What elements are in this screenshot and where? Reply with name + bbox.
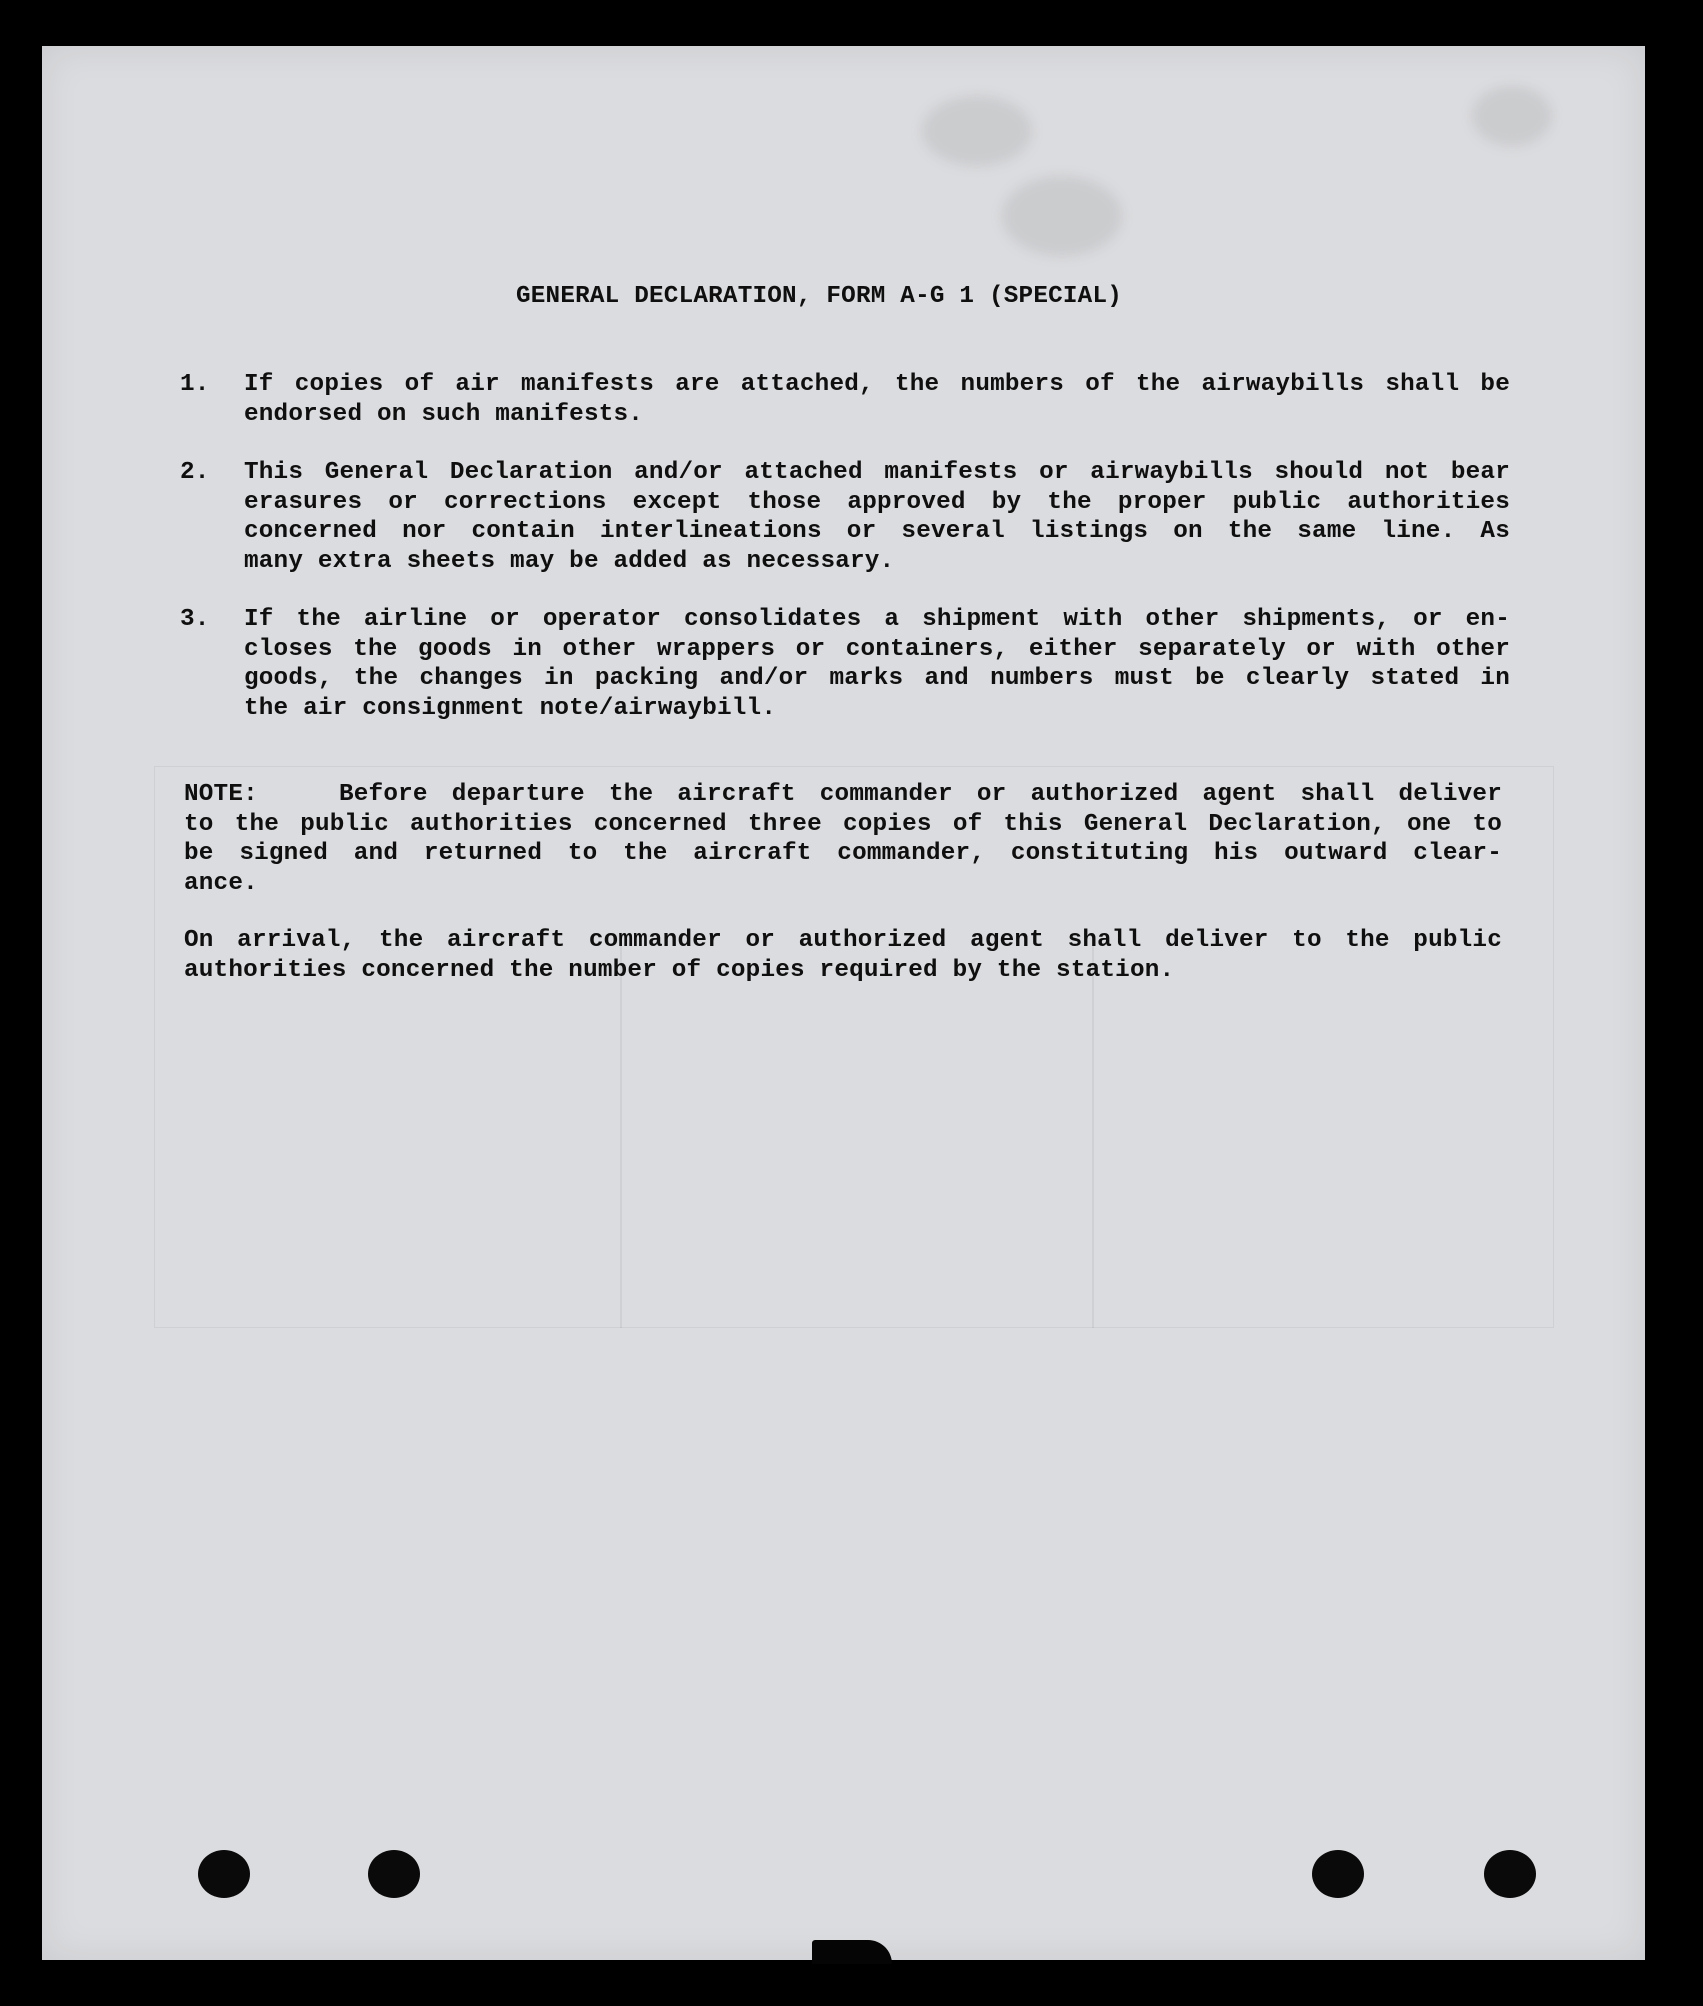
item-text xyxy=(244,605,1510,723)
text-line: closes the goods in other wrappers or containers, either separately or with other xyxy=(244,635,1510,663)
bleed-through-line xyxy=(1092,946,1094,1328)
item-text xyxy=(244,458,1510,576)
text-line: endorsed on such manifests. xyxy=(244,400,644,428)
text-line: ance. xyxy=(184,869,258,897)
text-line: On arrival, the aircraft commander or authorized agent shall deliver to the public xyxy=(184,927,1502,954)
item-number: 1. xyxy=(180,371,210,398)
note-label: NOTE: xyxy=(184,781,258,808)
note-first-line: Before departure the aircraft commander or authorized agent shall deliver xyxy=(339,781,1502,808)
punch-hole xyxy=(1484,1850,1536,1898)
text-line: many extra sheets may be added as necessary. xyxy=(244,547,895,575)
smudge-mark xyxy=(1002,176,1122,256)
document-sheet xyxy=(42,46,1645,1960)
text-line: the air consignment note/airwaybill. xyxy=(244,694,777,722)
text-line: erasures or corrections except those approved by the proper public authorities xyxy=(244,488,1510,516)
text-line: concerned nor contain interlineations or several listings on the same line. As xyxy=(244,518,1510,545)
arrival-block xyxy=(184,926,1502,985)
bleed-through-line xyxy=(620,946,622,1328)
text-line: to the public authorities concerned three copies of this General Declaration, one to xyxy=(184,810,1502,838)
item-number: 2. xyxy=(180,459,210,486)
text-line: goods, the changes in packing and/or marks and numbers must be clearly stated in xyxy=(244,665,1510,692)
punch-hole xyxy=(368,1850,420,1898)
text-line: be signed and returned to the aircraft commander, constituting his outward clear- xyxy=(184,840,1502,867)
document-title: GENERAL DECLARATION, FORM A-G 1 (SPECIAL) xyxy=(516,283,1123,310)
smudge-mark xyxy=(922,96,1032,166)
text-line: If copies of air manifests are attached, the numbers of the airwaybills shall be xyxy=(244,371,1510,398)
text-line: authorities concerned the number of copies required by the station. xyxy=(184,956,1175,984)
item-text xyxy=(244,370,1510,429)
note-block xyxy=(184,780,1502,898)
punch-hole xyxy=(198,1850,250,1898)
text-line: If the airline or operator consolidates a shipment with other shipments, or en- xyxy=(244,606,1510,633)
binding-clip xyxy=(812,1940,892,1964)
text-line: This General Declaration and/or attached manifests or airwaybills should not bear xyxy=(244,459,1510,486)
punch-hole xyxy=(1312,1850,1364,1898)
item-number: 3. xyxy=(180,606,210,633)
text-line xyxy=(184,780,1502,810)
smudge-mark xyxy=(1472,86,1552,146)
